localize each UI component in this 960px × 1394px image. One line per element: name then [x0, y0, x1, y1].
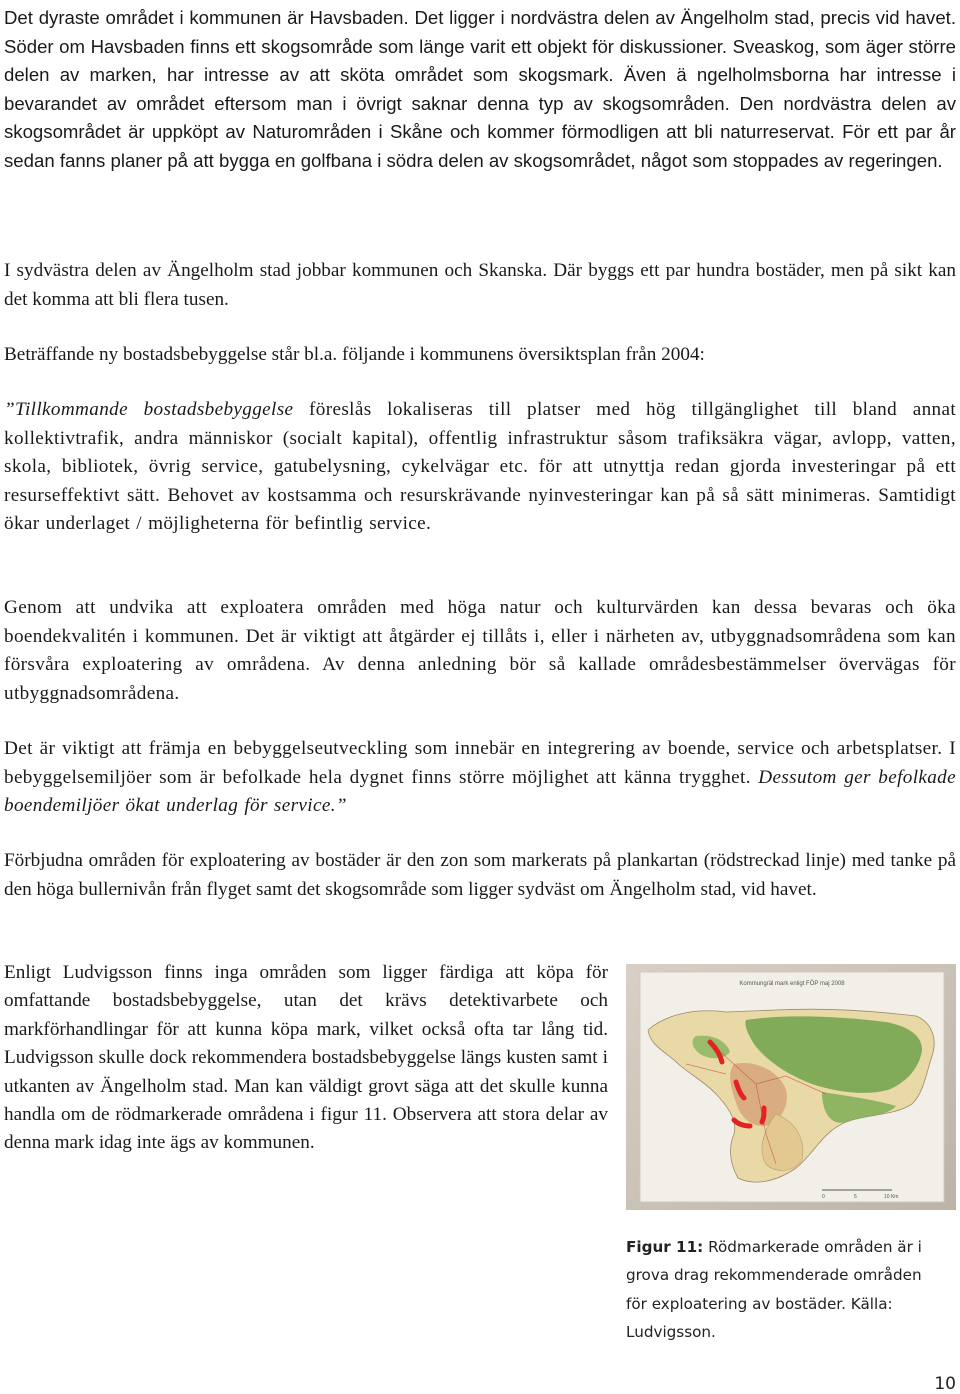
paragraph-skanska: I sydvästra delen av Ängelholm stad jobbar kommunen och Skanska. Där byggs ett par hundra bostäder, men på sikt kan det komma att bli flera tusen.	[4, 260, 956, 310]
figure-map-photo	[626, 964, 956, 1210]
paragraph-oversiktsplan-intro: Beträffande ny bostadsbebyggelse står bl.a. följande i kommunens översiktsplan från 2004:	[4, 344, 705, 365]
paragraph-natur-kulturvarden: Genom att undvika att exploatera områden med höga natur och kulturvärden kan dessa bevaras och öka boendekvalitén i kommunen. Det är viktigt att åtgärder ej tillåts i, eller i närheten av, utbyggnadsområdena som kan försvåra exploatering av områdena. Av denna anledning bör så kallade områdesbestämmelser övervägas för utbyggnadsområdena.	[4, 597, 956, 704]
quote-body: föreslås lokaliseras till platser med hög tillgänglighet till bland annat kollektivtrafik, andra människor (socialt kapital), offentlig infrastruktur såsom trafiksäkra vägar, avlopp, vatten, skola, bibliotek, övrig service, gatubelysning, cykelvägar etc. för att utnyttja redan gjorda investeringar på ett resurseffektivt sätt. Behovet av kostsamma och resurskrävande nyinvesteringar kan på så sätt minimeras. Samtidigt ökar underlaget / möjligheterna för befintlig service.	[4, 399, 957, 534]
paragraph-bebyggelse-text: Det är viktigt att främja en bebyggelseutveckling som innebär en integrering av boende, service och arbetsplatser. I bebyggelsemiljöer som är befolkade hela dygnet finns större möjlighet att känna trygghet.	[4, 738, 956, 788]
paragraph-bebyggelseutveckling	[4, 735, 956, 821]
scale-label-5: 5	[854, 1194, 857, 1200]
quote-paragraph-bostadsbebyggelse	[4, 396, 956, 539]
paragraph-havsbaden: Det dyraste området i kommunen är Havsbaden. Det ligger i nordvästra delen av Ängelholm stad, precis vid havet. Söder om Havsbaden finns ett skogsområde som länge varit ett objekt för diskussioner. Sveaskog, som äger större delen av marken, har intresse av att sköta området som skogsmark. Även ä ngelholmsborna har intresse i bevarandet av området eftersom man i övrigt saknar denna typ av skogsområden. Den nordvästra delen av skogsområdet är uppköpt av Naturområden i Skåne och kommer förmodligen att bli naturreservat. För ett par år sedan fanns planer på att bygga en golfbana i södra delen av skogsområdet, något som stoppades av regeringen.	[4, 7, 956, 171]
paragraph-ludvigsson: Enligt Ludvigsson finns inga områden som ligger färdiga att köpa för omfattande bostadsbebyggelse, utan det krävs detektivarbete och markförhandlingar för att kunna köpa mark, vilket också ofta tar lång tid. Ludvigsson skulle dock rekommendera bostadsbebyggelse längs kusten samt i utkanten av Ängelholm stad. Man kan väldigt grovt säga att det skulle kunna handla om de rödmarkerade områdena i figur 11. Observera att stora delar av denna mark idag inte ägs av kommunen.	[4, 962, 608, 1154]
scale-label-0: 0	[822, 1194, 825, 1200]
scale-label-10: 10 Km	[884, 1194, 899, 1200]
quote-italic-start: ”Tillkommande bostadsbebyggelse	[4, 399, 294, 420]
figure-caption	[626, 1233, 936, 1346]
map-title: Kommungräl mark enligt FÖP maj 2008	[739, 981, 845, 987]
paragraph-forbjudna-omraden: Förbjudna områden för exploatering av bostäder är den zon som markerats på plankartan (rödstreckad linje) med tanke på den höga bullernivån från flyget samt det skogsområde som ligger sydväst om Ängelholm stad, vid havet.	[4, 850, 956, 900]
red-mark-east	[762, 1108, 764, 1122]
quote-italic-end: Dessutom ger befolkade boendemiljöer ökat underlag för service.”	[4, 766, 956, 816]
map-image	[626, 964, 956, 1210]
caption-text: Rödmarkerade områden är i grova drag rekommenderade områden för exploatering av bostäder. Källa: Ludvigsson.	[626, 1238, 922, 1341]
page-number: 10	[934, 1374, 956, 1394]
caption-label: Figur 11:	[626, 1238, 704, 1256]
